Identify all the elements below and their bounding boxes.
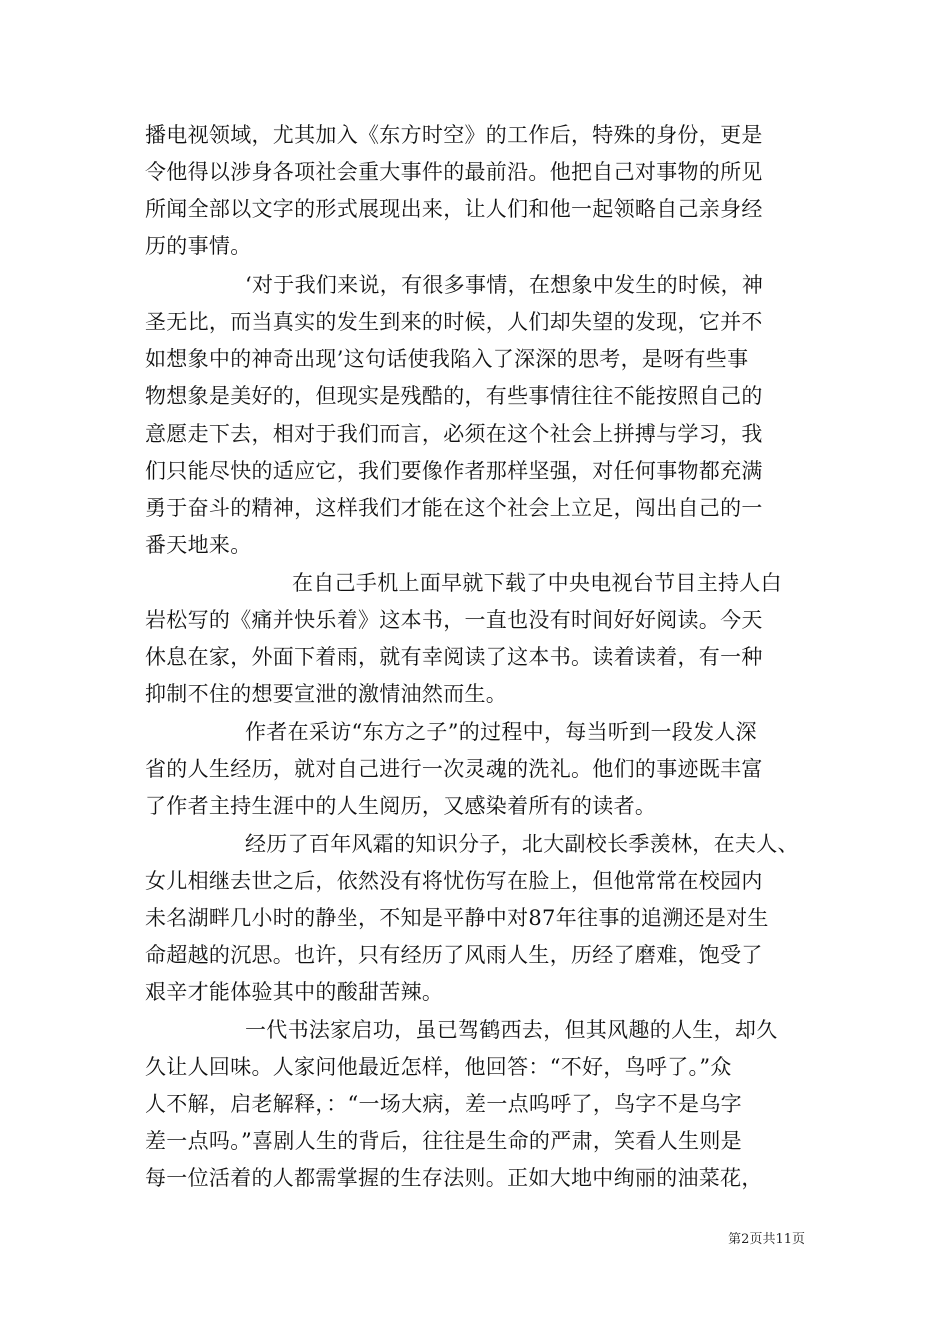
text-line: 作者在采访“东方之子”的过程中，每当听到一段发人深 <box>245 720 757 744</box>
text-line: 抑制不住的想要宣泄的激情油然而生。 <box>145 682 508 706</box>
text-line: 在自己手机上面早就下载了中央电视台节目主持人白 <box>292 571 782 595</box>
text-line: 未名湖畔几小时的静坐，不知是平静中对87年往事的追溯还是对生 <box>145 906 769 930</box>
text-line: 令他得以涉身各项社会重大事件的最前沿。他把自己对事物的所见 <box>145 160 763 184</box>
text-line: 圣无比，而当真实的发生到来的时候，人们却失望的发现，它并不 <box>145 310 763 334</box>
text-line: 历的事情。 <box>145 234 252 258</box>
text-line: 番天地来。 <box>145 533 252 557</box>
text-line: 一代书法家启功，虽已驾鹤西去，但其风趣的人生，却久 <box>245 1018 778 1042</box>
text-line: 省的人生经历，就对自己进行一次灵魂的洗礼。他们的事迹既丰富 <box>145 757 763 781</box>
text-line: 们只能尽快的适应它，我们要像作者那样坚强，对任何事物都充满 <box>145 459 763 483</box>
text-line: 所闻全部以文字的形式展现出来，让人们和他一起领略自己亲身经 <box>145 197 763 221</box>
text-line: 岩松写的《痛并快乐着》这本书，一直也没有时间好好阅读。今天 <box>145 608 763 632</box>
text-line: 艰辛才能体验其中的酸甜苦辣。 <box>145 980 444 1004</box>
text-line: 勇于奋斗的精神，这样我们才能在这个社会上立足，闯出自己的一 <box>145 496 763 520</box>
text-line: 久让人回味。人家问他最近怎样，他回答：“不好，鸟呼了。”众 <box>145 1055 732 1079</box>
text-line: 如想象中的神奇出现’这句话使我陷入了深深的思考，是呀有些事 <box>145 347 749 371</box>
text-line: 经历了百年风霜的知识分子，北大副校长季羡林，在夫人、 <box>245 832 799 856</box>
text-line: 休息在家，外面下着雨，就有幸阅读了这本书。读着读着，有一种 <box>145 645 763 669</box>
text-line: 每一位活着的人都需掌握的生存法则。正如大地中绚丽的油菜花， <box>145 1166 763 1190</box>
text-line: 命超越的沉思。也许，只有经历了风雨人生，历经了磨难，饱受了 <box>145 943 763 967</box>
text-line: 人不解，启老解释，：“一场大病，差一点呜呼了，鸟字不是乌字 <box>145 1092 742 1116</box>
text-line: 播电视领域，尤其加入《东方时空》的工作后，特殊的身份，更是 <box>145 123 763 147</box>
text-line: ‘对于我们来说，有很多事情，在想象中发生的时候，神 <box>245 273 764 297</box>
text-line: 物想象是美好的，但现实是残酷的，有些事情往往不能按照自己的 <box>145 384 763 408</box>
text-line: 差一点吗。”喜剧人生的背后，往往是生命的严肃，笑看人生则是 <box>145 1129 742 1153</box>
text-line: 意愿走下去，相对于我们而言，必须在这个社会上拼搏与学习，我 <box>145 422 763 446</box>
text-line: 了作者主持生涯中的人生阅历，又感染着所有的读者。 <box>145 794 657 818</box>
page-number: 第2页共11页 <box>728 1232 805 1247</box>
text-line: 女儿相继去世之后，依然没有将忧伤写在脸上，但他常常在校园内 <box>145 869 763 893</box>
